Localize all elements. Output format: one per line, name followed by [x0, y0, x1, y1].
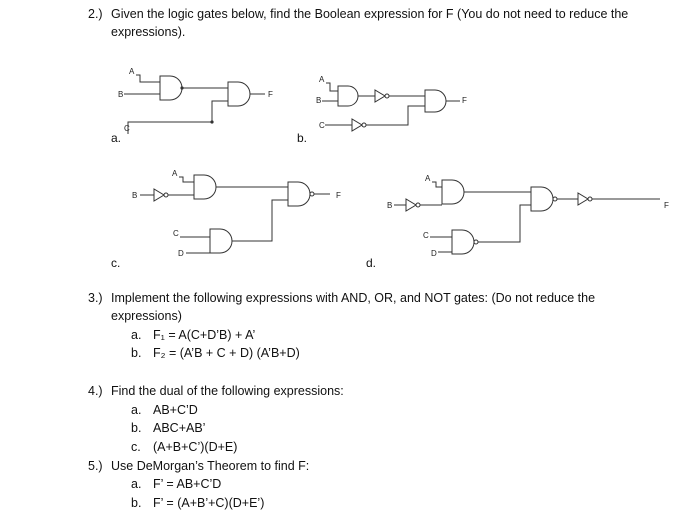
q3-item-a: F₁ = A(C+D’B) + A’ [153, 328, 256, 342]
circuit-d [387, 174, 669, 258]
q5-number: 5.) [88, 459, 103, 473]
q5-item-b-marker: b. [131, 496, 142, 510]
circuit-d-and-gate-1 [442, 180, 464, 204]
circuit-a-input-c: C [124, 124, 130, 133]
q3-item-b-marker: b. [131, 346, 142, 360]
circuit-b-not-gate-2 [352, 119, 362, 131]
q2-text-cont: expressions). [111, 25, 186, 39]
circuit-c-and-gate-3 [288, 182, 310, 206]
circuit-d-and-gate-3 [531, 187, 553, 211]
circuit-b-and-gate-1 [338, 86, 358, 106]
circuit-b-input-c: C [319, 121, 325, 130]
q3-item-a-marker: a. [131, 328, 142, 342]
circuit-d-and-gate-2 [452, 230, 474, 254]
circuit-c-input-a: A [172, 169, 178, 178]
circuit-b-label: b. [297, 131, 308, 145]
circuit-c-input-d: D [178, 249, 184, 258]
circuit-d-input-d: D [431, 249, 437, 258]
circuit-a-and-gate-1 [160, 76, 182, 100]
q3-item-b: F₂ = (A’B + C + D) (A’B+D) [153, 346, 300, 360]
circuit-a-output-f: F [268, 90, 273, 99]
q4-item-c-marker: c. [131, 440, 141, 454]
circuit-c-input-c: C [173, 229, 179, 238]
q3-text-cont: expressions) [111, 309, 182, 323]
circuit-a-input-b: B [118, 90, 124, 99]
circuit-c-and-gate-2 [210, 229, 232, 253]
circuit-d-not-gate-1 [406, 199, 416, 211]
circuit-b-input-b: B [316, 96, 322, 105]
q4-item-a: AB+C’D [153, 403, 198, 417]
q5-item-a-marker: a. [131, 477, 142, 491]
q4-text: Find the dual of the following expressions: [111, 384, 344, 398]
circuit-d-input-c: C [423, 231, 429, 240]
circuit-d-input-a: A [425, 174, 431, 183]
circuit-c-label: c. [111, 256, 121, 270]
circuit-a [118, 67, 273, 134]
circuit-d-input-b: B [387, 201, 393, 210]
circuit-c [132, 169, 341, 258]
circuit-d-not-gate-2 [578, 193, 588, 205]
q4-item-c: (A+B+C’)(D+E) [153, 440, 238, 454]
circuit-a-and-gate-2 [228, 82, 250, 106]
circuit-c-not-gate-1 [154, 189, 164, 201]
q4-number: 4.) [88, 384, 103, 398]
q2-number: 2.) [88, 7, 103, 21]
q3-text: Implement the following expressions with AND, OR, and NOT gates: (Do not reduce the [111, 291, 596, 305]
q5-item-b: F’ = (A+B’+C)(D+E’) [153, 496, 265, 510]
circuit-b-output-f: F [462, 96, 467, 105]
q4-item-a-marker: a. [131, 403, 142, 417]
q3-number: 3.) [88, 291, 103, 305]
circuit-b-not-gate-1 [375, 90, 385, 102]
circuit-d-output-f: F [664, 201, 669, 210]
circuit-c-output-f: F [336, 191, 341, 200]
circuit-a-input-a: A [129, 67, 135, 76]
q2-text: Given the logic gates below, find the Boolean expression for F (You do not need to reduce the [111, 7, 629, 21]
q4-item-b-marker: b. [131, 421, 142, 435]
q5-text: Use DeMorgan’s Theorem to find F: [111, 459, 310, 473]
circuit-c-input-b: B [132, 191, 138, 200]
circuit-b [316, 75, 467, 131]
q5-item-a: F’ = AB+C’D [153, 477, 222, 491]
q4-item-b: ABC+AB’ [153, 421, 206, 435]
circuit-a-label: a. [111, 131, 122, 145]
circuit-c-and-gate-1 [194, 175, 216, 199]
circuit-b-input-a: A [319, 75, 325, 84]
circuit-b-and-gate-2 [425, 90, 446, 112]
circuit-d-label: d. [366, 256, 377, 270]
